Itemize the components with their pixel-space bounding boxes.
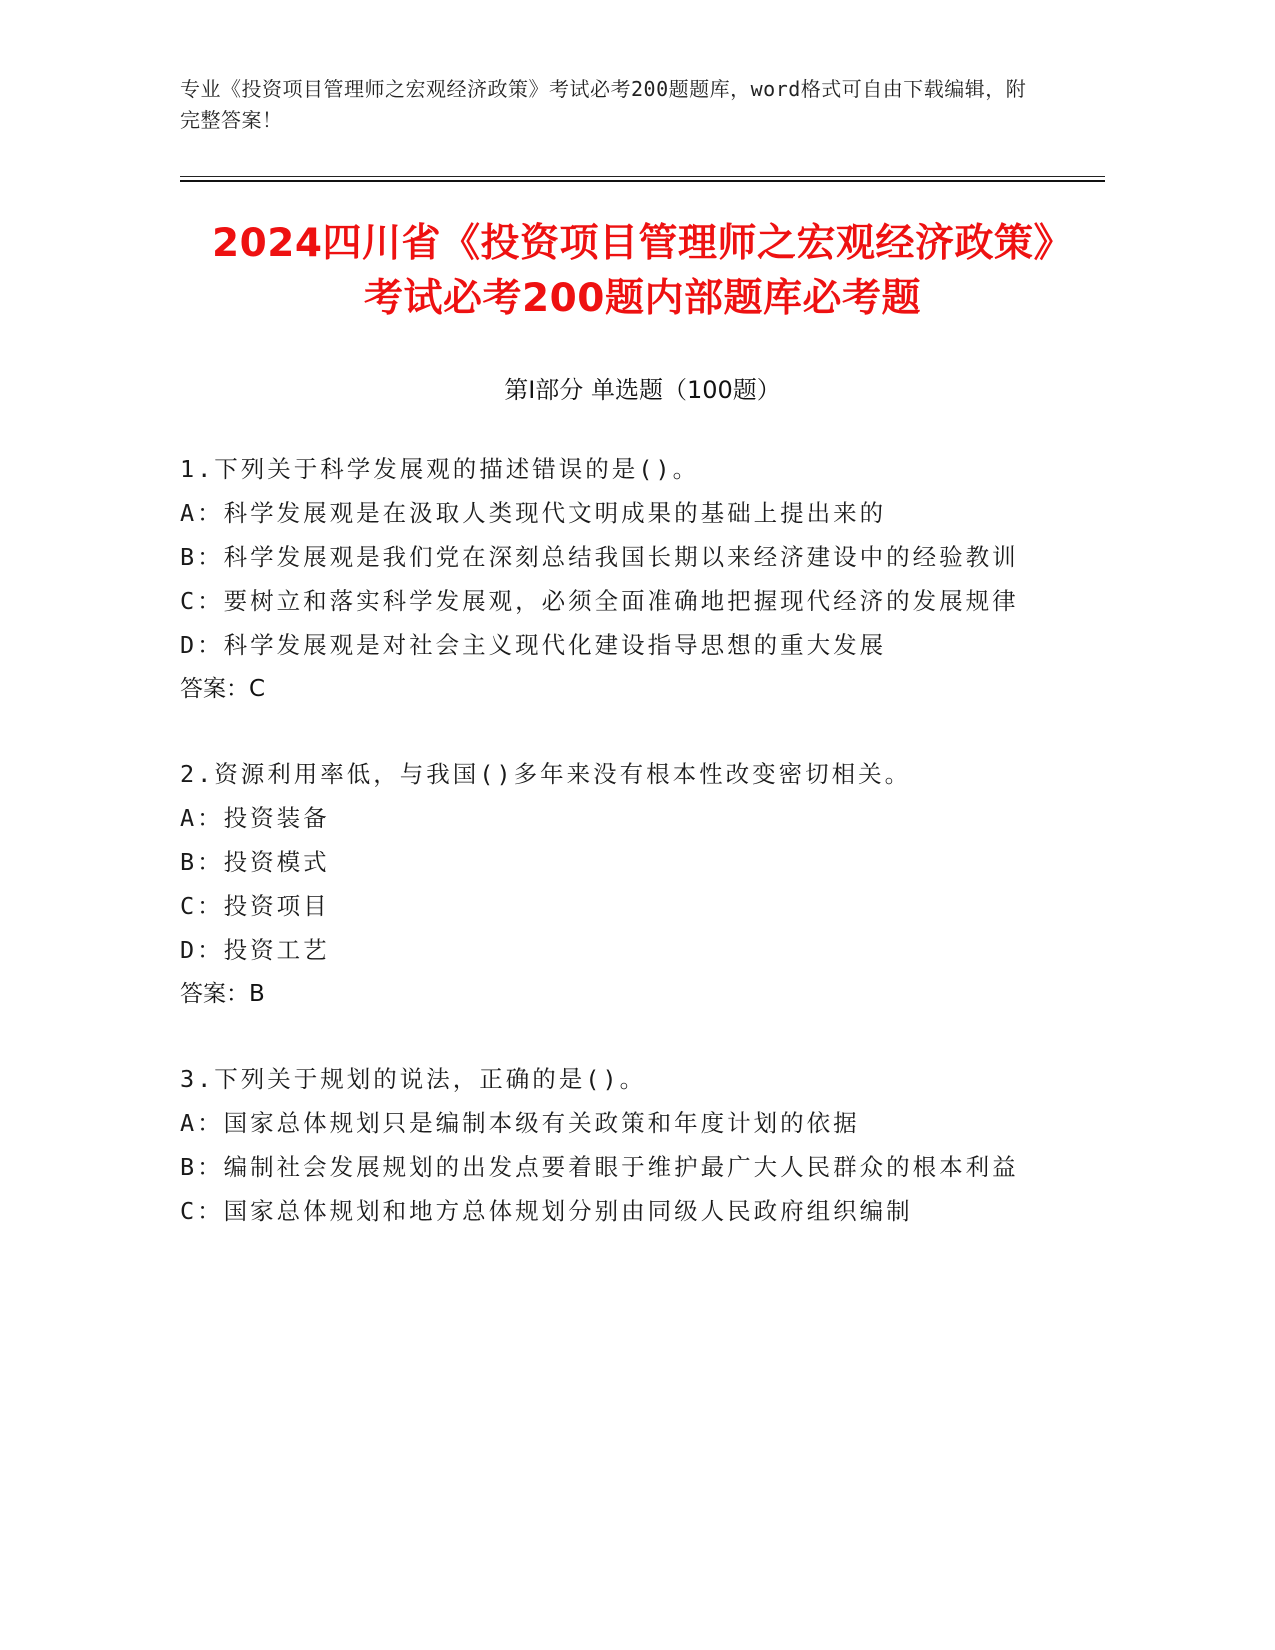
question-list xyxy=(180,447,1105,1233)
option-c: C：要树立和落实科学发展观，必须全面准确地把握现代经济的发展规律 xyxy=(180,587,1019,615)
option-c: C：国家总体规划和地方总体规划分别由同级人民政府组织编制 xyxy=(180,1197,913,1225)
option-b: B：科学发展观是我们党在深刻总结我国长期以来经济建设中的经验教训 xyxy=(180,543,1019,571)
question-stem: 3.下列关于规划的说法，正确的是()。 xyxy=(180,1065,647,1093)
question-stem: 2.资源利用率低，与我国()多年来没有根本性改变密切相关。 xyxy=(180,760,912,788)
option-a: A：国家总体规划只是编制本级有关政策和年度计划的依据 xyxy=(180,1109,860,1137)
option-d: D：投资工艺 xyxy=(180,936,330,964)
question-stem: 1.下列关于科学发展观的描述错误的是()。 xyxy=(180,455,700,483)
answer-line: 答案：C xyxy=(180,676,266,702)
question-1 xyxy=(180,447,1105,711)
question-3 xyxy=(180,1057,1105,1233)
option-a: A：科学发展观是在汲取人类现代文明成果的基础上提出来的 xyxy=(180,499,887,527)
option-c: C：投资项目 xyxy=(180,892,330,920)
header-note: 专业《投资项目管理师之宏观经济政策》考试必考200题题库，word格式可自由下载编辑，附完整答案！ xyxy=(180,77,1027,132)
section-title: 第Ⅰ部分 单选题（100题） xyxy=(504,376,781,404)
divider-thin-line xyxy=(180,176,1105,177)
option-d: D：科学发展观是对社会主义现代化建设指导思想的重大发展 xyxy=(180,631,887,659)
question-2 xyxy=(180,752,1105,1016)
header-divider xyxy=(180,176,1105,182)
option-b: B：编制社会发展规划的出发点要着眼于维护最广大人民群众的根本利益 xyxy=(180,1153,1019,1181)
answer-line: 答案：B xyxy=(180,981,265,1007)
divider-thick-line xyxy=(180,180,1105,182)
option-a: A：投资装备 xyxy=(180,804,330,832)
document-title: 2024四川省《投资项目管理师之宏观经济政策》考试必考200题内部题库必考题 xyxy=(211,221,1074,321)
option-b: B：投资模式 xyxy=(180,848,330,876)
document-page xyxy=(180,60,1105,1274)
